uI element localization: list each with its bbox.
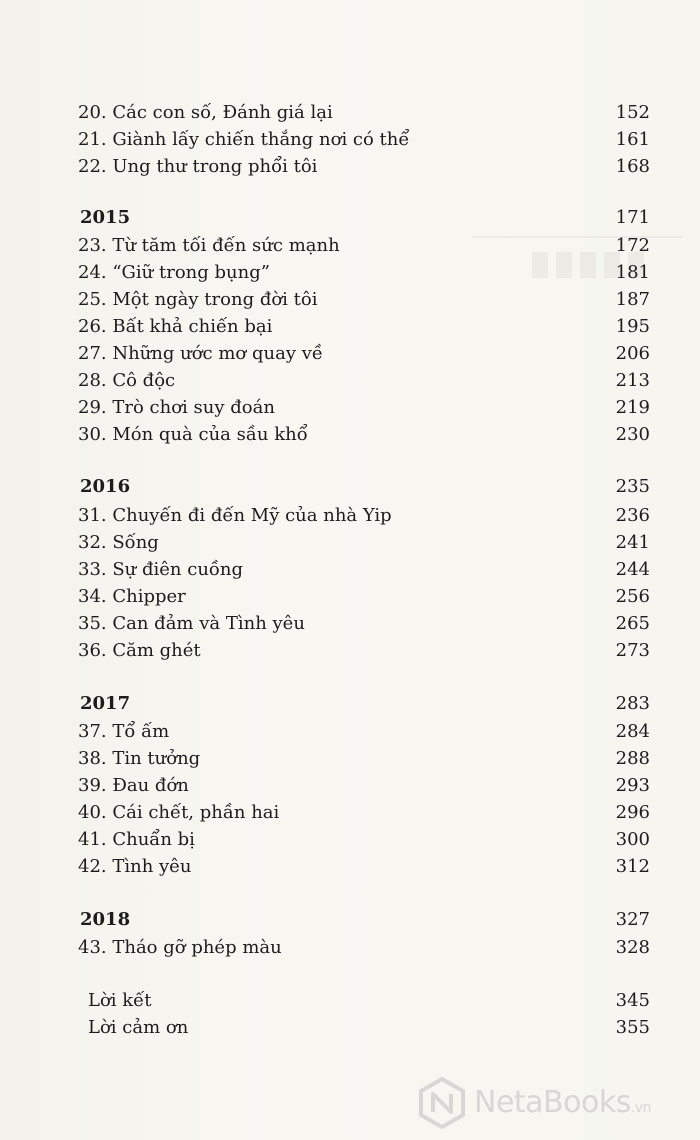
toc-page-number: 213 xyxy=(615,370,650,391)
toc-entry xyxy=(78,126,650,153)
toc-year-heading xyxy=(78,906,650,933)
toc-page-number: 355 xyxy=(615,1017,650,1038)
toc-year-heading xyxy=(78,473,650,500)
toc-title: 29. Trò chơi suy đoán xyxy=(78,397,275,418)
toc-entry xyxy=(78,232,650,259)
toc-entry xyxy=(78,745,650,772)
toc-page-number: 284 xyxy=(615,721,650,742)
toc-title: 35. Can đảm và Tình yêu xyxy=(78,613,305,634)
toc-title: 20. Các con số, Đánh giá lại xyxy=(78,102,333,123)
toc-entry xyxy=(78,367,650,394)
toc-page-number: 293 xyxy=(615,775,650,796)
toc-title: 40. Cái chết, phần hai xyxy=(78,802,280,823)
toc-entry xyxy=(78,610,650,637)
toc-title: 33. Sự điên cuồng xyxy=(78,559,244,580)
toc-title: 38. Tin tưởng xyxy=(78,748,201,769)
toc-entry xyxy=(78,340,650,367)
toc-title: 32. Sống xyxy=(78,532,159,553)
toc-title: 28. Cô độc xyxy=(78,370,176,391)
toc-entry-epilogue xyxy=(78,987,650,1014)
netabooks-logo-icon xyxy=(418,1077,466,1129)
toc-title: 41. Chuẩn bị xyxy=(78,829,195,850)
toc-page-number: 172 xyxy=(615,235,650,256)
toc-entry xyxy=(78,153,650,180)
toc-page-number: 296 xyxy=(615,802,650,823)
toc-entry xyxy=(78,99,650,126)
toc-title: 37. Tổ ấm xyxy=(78,721,170,742)
toc-title: 27. Những ước mơ quay về xyxy=(78,343,323,364)
toc-entry xyxy=(78,637,650,664)
toc-page-number: 187 xyxy=(615,289,650,310)
toc-page-number: 283 xyxy=(615,693,650,714)
toc-page-number: 236 xyxy=(615,505,650,526)
toc-title: 23. Từ tăm tối đến sức mạnh xyxy=(78,235,340,256)
watermark-text xyxy=(474,1085,651,1120)
toc-title: 26. Bất khả chiến bại xyxy=(78,316,273,337)
toc-entry xyxy=(78,799,650,826)
toc-page-number: 256 xyxy=(615,586,650,607)
toc-entry xyxy=(78,529,650,556)
toc-title: 42. Tình yêu xyxy=(78,856,192,877)
toc-page-number: 241 xyxy=(615,532,650,553)
toc-title: 39. Đau đớn xyxy=(78,775,189,796)
toc-page-number: 327 xyxy=(615,909,650,930)
toc-page-number: 161 xyxy=(615,129,650,150)
toc-entry xyxy=(78,286,650,313)
toc-title: 36. Căm ghét xyxy=(78,640,201,661)
toc-entry xyxy=(78,313,650,340)
netabooks-watermark xyxy=(418,1077,688,1129)
toc-page-number: 328 xyxy=(615,937,650,958)
year-label: 2015 xyxy=(80,207,131,228)
toc-title: Lời kết xyxy=(88,990,152,1011)
toc-page-number: 206 xyxy=(615,343,650,364)
watermark-name: NetaBooks xyxy=(474,1085,631,1120)
toc-page-number: 235 xyxy=(615,476,650,497)
toc-page-number: 300 xyxy=(615,829,650,850)
toc-entry xyxy=(78,502,650,529)
toc-page-number: 345 xyxy=(615,990,650,1011)
toc-page-number: 265 xyxy=(615,613,650,634)
toc-entry xyxy=(78,394,650,421)
year-label: 2018 xyxy=(80,909,131,930)
toc-title: Lời cảm ơn xyxy=(88,1017,189,1038)
toc-title: 34. Chipper xyxy=(78,586,186,607)
toc-page-number: 152 xyxy=(615,102,650,123)
toc-entry xyxy=(78,556,650,583)
toc-title: 25. Một ngày trong đời tôi xyxy=(78,289,318,310)
toc-page-number: 244 xyxy=(615,559,650,580)
toc-entry xyxy=(78,934,650,961)
toc-page-number: 181 xyxy=(615,262,650,283)
toc-title: 21. Giành lấy chiến thắng nơi có thể xyxy=(78,129,410,150)
year-label: 2016 xyxy=(80,476,131,497)
toc-page-number: 230 xyxy=(615,424,650,445)
toc-page-number: 171 xyxy=(615,207,650,228)
toc-title: 22. Ung thư trong phổi tôi xyxy=(78,156,318,177)
toc-entry xyxy=(78,718,650,745)
toc-page-number: 273 xyxy=(615,640,650,661)
toc-page-number: 168 xyxy=(615,156,650,177)
toc-page-number: 195 xyxy=(615,316,650,337)
toc-page-number: 219 xyxy=(615,397,650,418)
toc-entry xyxy=(78,853,650,880)
year-label: 2017 xyxy=(80,693,131,714)
toc-title: 24. “Giữ trong bụng” xyxy=(78,262,270,283)
toc-entry xyxy=(78,826,650,853)
toc-title: 31. Chuyến đi đến Mỹ của nhà Yip xyxy=(78,505,392,526)
watermark-suffix: .vn xyxy=(630,1100,651,1116)
toc-entry xyxy=(78,772,650,799)
toc-entry xyxy=(78,421,650,448)
toc-year-heading xyxy=(78,690,650,717)
toc-entry-acknowledgements xyxy=(78,1014,650,1041)
toc-entry xyxy=(78,583,650,610)
toc-title: 43. Tháo gỡ phép màu xyxy=(78,937,282,958)
toc-entry xyxy=(78,259,650,286)
toc-year-heading xyxy=(78,204,650,231)
toc-page-number: 312 xyxy=(615,856,650,877)
toc-page-number: 288 xyxy=(615,748,650,769)
toc-title: 30. Món quà của sầu khổ xyxy=(78,424,308,445)
